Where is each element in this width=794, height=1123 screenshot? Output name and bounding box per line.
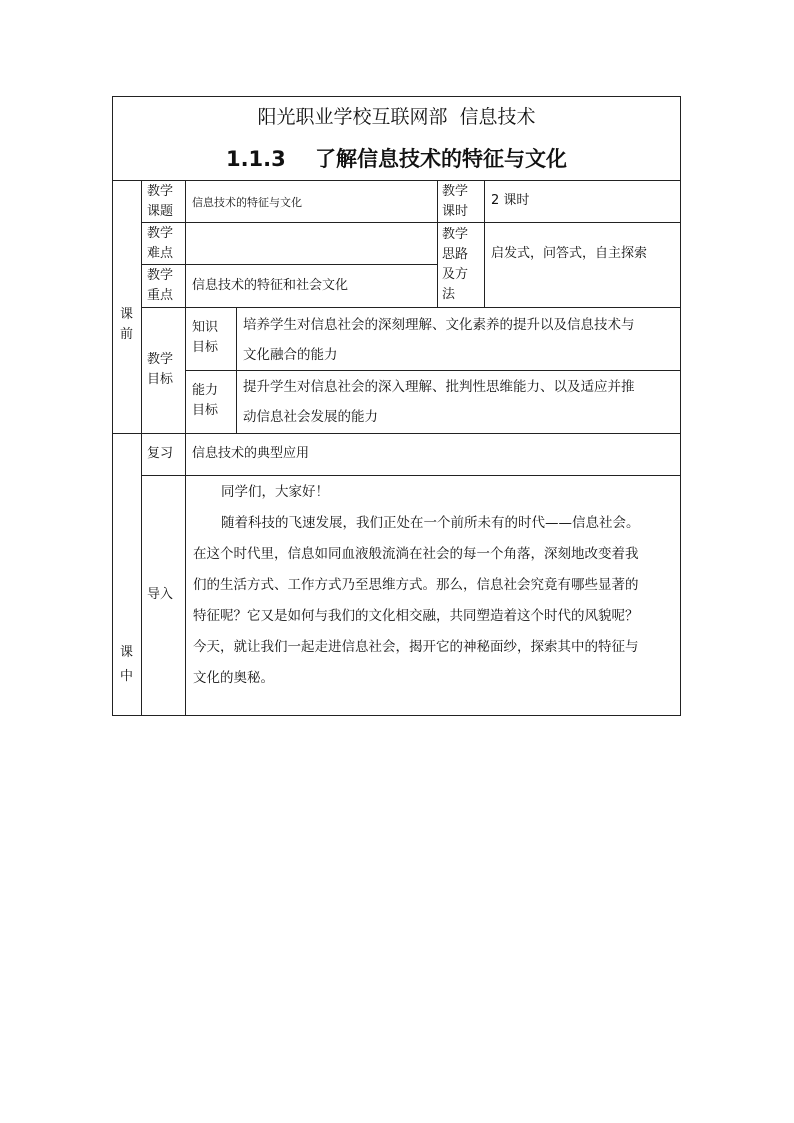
focus-label: 教学 重点 [147,268,174,303]
school-line: 阳光职业学校互联网部 信息技术 [257,106,536,128]
topic-value: 信息技术的特征与文化 [192,196,302,209]
objectives-label: 教学 目标 [147,352,174,387]
hours-value: 2 课时 [491,193,530,208]
rule-review-bottom [141,475,681,476]
difficulty-label: 教学 难点 [147,226,174,261]
rule-header-bottom [112,180,681,181]
rule-objectives-mid [185,370,681,371]
review-label: 复习 [147,446,174,461]
ability-objective-label: 能力 目标 [192,383,219,418]
hours-label: 教学 课时 [442,184,469,219]
intro-label: 导入 [147,587,174,602]
intro-text: 同学们，大家好！ 随着科技的飞速发展，我们正处在一个前所未有的时代——信息社会。 在这个时代里，信息如同血液般流淌在社会的每一个角落，深刻地改变着我 们的生活方式、工作方式乃至思维方式。那么，信息社会究竟有哪些显著的 特征呢？它又是如何与我们的文化相交融，共同塑造着这个时代的风貌呢？ 今天，就让我们一起走进信息社会，揭开它的神秘面纱，探索其中的特征与 文化的奥秘。 [193,484,640,686]
rule-mid-col-left [437,180,438,307]
rule-objective-sub-col [236,307,237,433]
topic-label: 教学 课题 [147,184,174,219]
rule-section-col [141,180,142,716]
rule-pre-class-bottom [112,433,681,434]
knowledge-objective-label: 知识 目标 [192,320,219,355]
focus-value: 信息技术的特征和社会文化 [192,278,349,293]
pre-class-section-label: 课 前 [119,307,133,342]
rule-label-col [185,180,186,716]
knowledge-objective-text: 培养学生对信息社会的深刻理解、文化素养的提升以及信息技术与 文化融合的能力 [243,317,635,363]
review-value: 信息技术的典型应用 [192,446,310,461]
rule-row1 [141,222,681,223]
lesson-title: 1.1.3 了解信息技术的特征与文化 [225,147,568,171]
rule-mid-col-right [484,180,485,307]
in-class-section-label: 课 中 [119,645,133,684]
ability-objective-text: 提升学生对信息社会的深入理解、批判性思维能力、以及适应并推 动信息社会发展的能力 [243,379,635,425]
rule-row3 [141,307,681,308]
approach-label: 教学 思路 及方 法 [442,227,469,302]
approach-value: 启发式，问答式，自主探索 [491,246,648,261]
